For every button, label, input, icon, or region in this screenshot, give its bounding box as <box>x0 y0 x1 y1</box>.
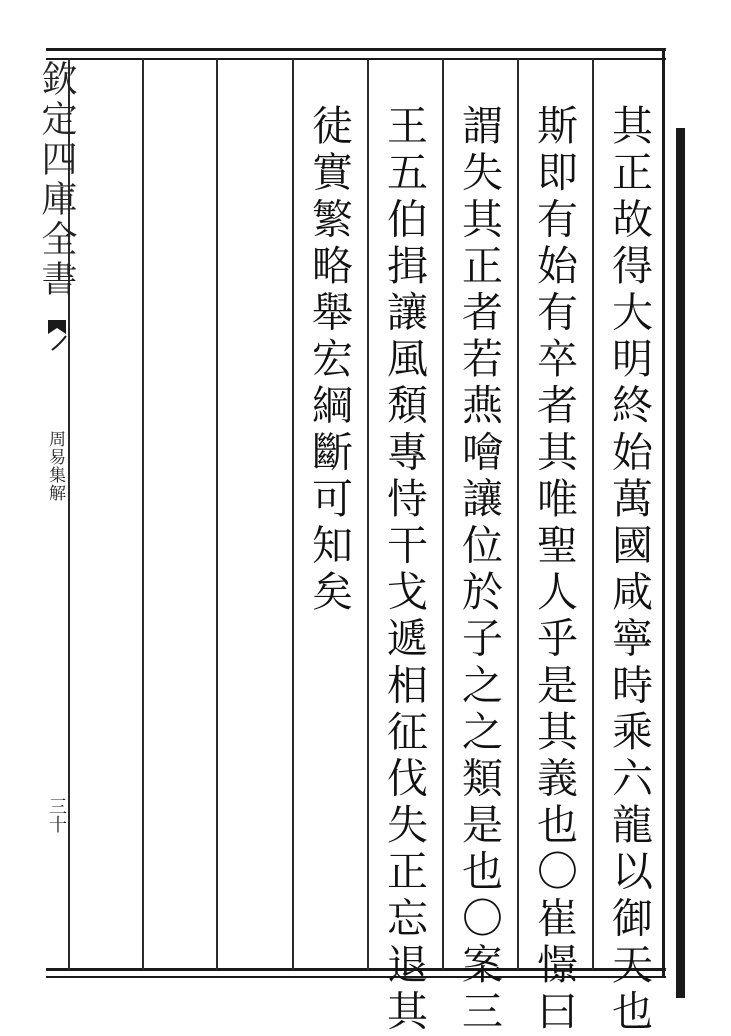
margin-book-title: 周易集解 <box>45 430 65 502</box>
column-rule <box>517 58 519 970</box>
text-column-2: 斯即有始有卒者其唯聖人乎是其義也〇崔憬曰 <box>530 104 578 1036</box>
margin-page-number: 三十 <box>46 797 67 833</box>
text-column-1: 其正故得大明終始萬國咸寧時乘六龍以御天也 <box>605 104 653 1036</box>
margin-title: 欽定四庫全書 <box>36 60 77 300</box>
text-column-5: 徒實繁略舉宏綱斷可知矣 <box>305 104 353 617</box>
text-column-4: 王五伯揖讓風頽專恃干戈遞相征伐失正忘退其 <box>380 104 428 1036</box>
column-rule <box>592 58 594 970</box>
column-rule <box>367 58 369 970</box>
column-rule <box>292 58 294 970</box>
column-rule <box>216 58 218 970</box>
frame-right-border <box>662 48 665 978</box>
frame-top-inner-border <box>46 58 666 60</box>
frame-top-border <box>46 48 666 51</box>
column-rule <box>142 58 144 970</box>
column-rule <box>442 58 444 970</box>
text-column-3: 謂失其正者若燕噲讓位於子之之類是也〇案三 <box>455 104 503 1036</box>
fishtail-mark-icon <box>46 318 68 352</box>
binding-edge <box>676 128 685 998</box>
